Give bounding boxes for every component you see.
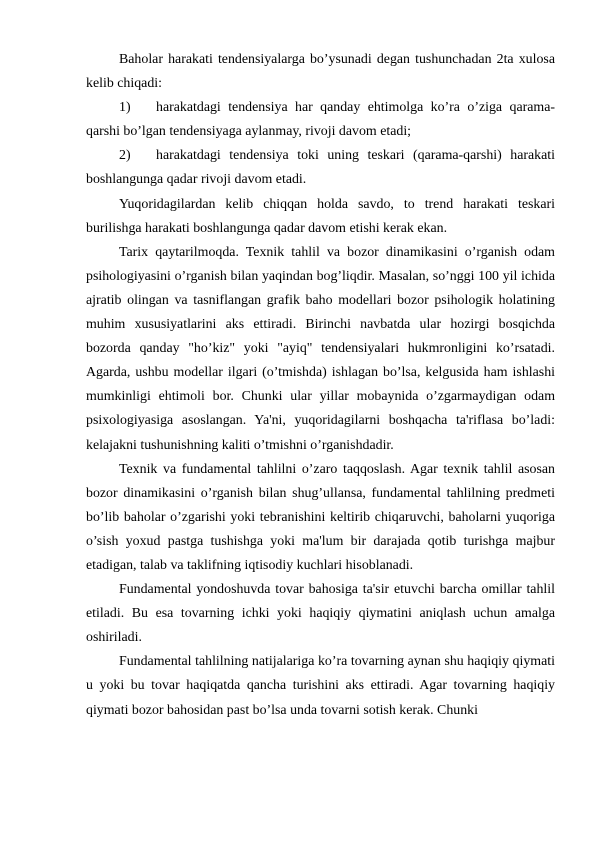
list-number: 1) xyxy=(119,100,131,116)
paragraph-fundamental: Fundamental yondoshuvda tovar bahosiga ta'sir etuvchi barcha omillar tahlil etiladi. Bu esa tovarning ichki yoki haqiqiy qiymatini aniqlash uchun amalga oshiriladi. xyxy=(86,582,555,646)
list-item-1 xyxy=(86,96,555,144)
list-item-2 xyxy=(86,144,555,192)
paragraph-comparison: Texnik va fundamental tahlilni o’zaro taqqoslash. Agar texnik tahlil asosan bozor dinamikasini o’rganish bilan shug’ullansa, fundamental tahlilning predmeti bo’lib baholar o’zgarishi yoki tebranishini keltirib chiqaruvchi, baholarni yuqoriga o’sish yoxud pastga tushishga yoki ma'lum bir darajada qotib turishga majbur etadigan, talab va taklifning iqtisodiy kuchlari hisoblanadi. xyxy=(86,461,555,573)
document-page xyxy=(86,48,555,723)
list-item-text: harakatdagi tendensiya har qanday ehtimolga ko’ra o’ziga qarama-qarshi bo’lgan tendensiyaga aylanmay, rivoji davom etadi; xyxy=(86,100,555,140)
list-item-text: harakatdagi tendensiya toki uning teskari (qarama-qarshi) harakati boshlangunga qadar rivoji davom etadi. xyxy=(86,148,555,188)
paragraph-intro: Baholar harakati tendensiyalarga bo’ysunadi degan tushunchadan 2ta xulosa kelib chiqadi: xyxy=(86,52,555,92)
paragraph-results: Fundamental tahlilning natijalariga ko’ra tovarning aynan shu haqiqiy qiymati u yoki bu tovar haqiqatda qancha turishini aks ettiradi. Agar tovarning haqiqiy qiymati bozor bahosidan past bo’lsa unda tovarni sotish kerak. Chunki xyxy=(86,654,555,718)
paragraph-history: Tarix qaytarilmoqda. Texnik tahlil va bozor dinamikasini o’rganish odam psihologiyasini o’rganish bilan yaqindan bog’liqdir. Masalan, so’nggi 100 yil ichida ajratib olingan va tasniflangan grafik baho modellari bozor psihologik holatining muhim xususiyatlarini aks ettiradi. Birinchi navbatda ular hozirgi bosqichda bozorda qanday "ho’kiz" yoki "ayiq" tendensiyalari hukmronligini ko’rsatadi. Agarda, ushbu modellar ilgari (o’tmishda) ishlagan bo’lsa, kelgusida ham ishlashi mumkinligi ehtimoli bor. Chunki ular yillar mobaynida o’zgarmaydigan odam psixologiyasiga asoslangan. Ya'ni, yuqoridagilarni boshqacha ta'riflasa bo’ladi: kelajakni tushunishning kaliti o’tmishni o’rganishdadir. xyxy=(86,244,555,453)
paragraph-trend: Yuqoridagilardan kelib chiqqan holda savdo, to trend harakati teskari burilishga harakati boshlangunga qadar davom etishi kerak ekan. xyxy=(86,196,555,236)
list-number: 2) xyxy=(119,148,131,164)
